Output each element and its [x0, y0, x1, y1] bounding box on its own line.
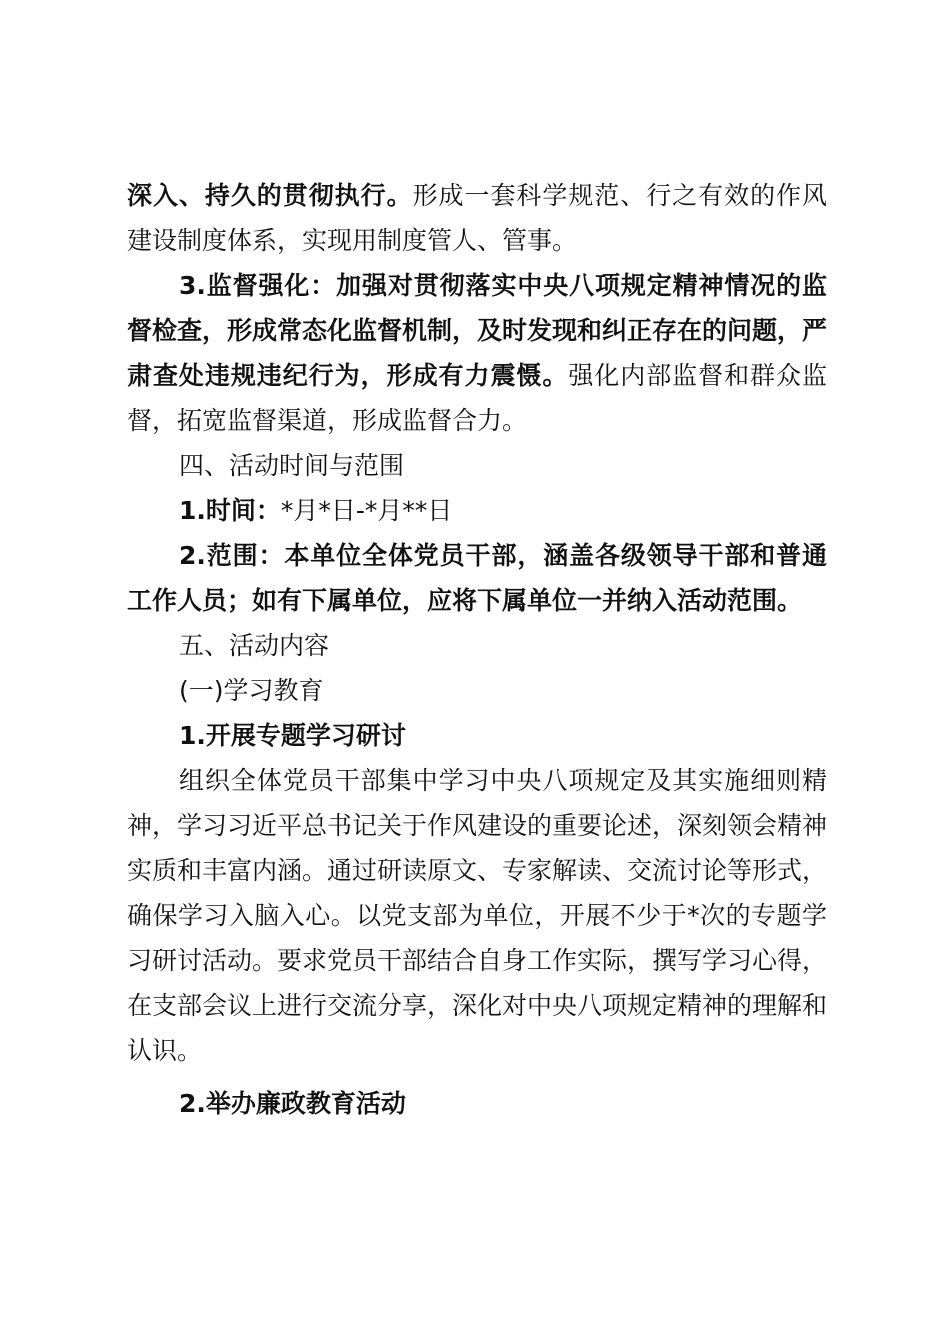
section-heading-5: [127, 623, 827, 668]
section-heading-4: [127, 443, 827, 488]
document-body: [127, 173, 827, 1126]
text-run: 四、活动时间与范围: [179, 451, 405, 480]
bold-run: 2.举办廉政教育活动: [179, 1089, 406, 1118]
bold-run: 3.监督强化：加强对贯彻落实中央八项规定精神情况的监督检查，形成常态化监督机制，及时发现和纠正存在的问题，严肃查处违规违纪行为，形成有力震慑。: [127, 271, 828, 390]
text-run: (一)学习教育: [179, 676, 324, 705]
paragraph-scope: [127, 533, 827, 623]
subsection-heading-1: [127, 668, 827, 713]
item-heading-study: [127, 713, 827, 758]
bold-run: 1.开展专题学习研讨: [179, 721, 406, 750]
item-heading-integrity: [127, 1081, 827, 1126]
paragraph-study-body: [127, 758, 827, 1073]
spacer: [127, 1073, 827, 1081]
paragraph-1: [127, 173, 827, 263]
text-run: 五、活动内容: [179, 631, 330, 660]
text-run: 形成一套科学规范、行之有效的作风建设制度体系，实现用制度管人、管事。: [127, 181, 827, 255]
text-run: 组织全体党员干部集中学习中央八项规定及其实施细则精神，学习习近平总书记关于作风建设的重要论述，深刻领会精神实质和丰富内涵。通过研读原文、专家解读、交流讨论等形式，确保学习入脑入心。以党支部为单位，开展不少于*次的专题学习研讨活动。要求党员干部结合自身工作实际，撰写学习心得，在支部会议上进行交流分享，深化对中央八项规定精神的理解和认识。: [127, 766, 828, 1065]
bold-run: 2.范围：本单位全体党员干部，涵盖各级领导干部和普通工作人员；如有下属单位，应将下属单位一并纳入活动范围。: [127, 541, 827, 615]
text-run: 强化内部监督和群众监督，拓宽监督渠道，形成监督合力。: [127, 361, 827, 435]
bold-run: 1.时间：: [179, 496, 281, 525]
paragraph-supervision: [127, 263, 827, 443]
bold-run: 深入、持久的贯彻执行。: [127, 181, 413, 210]
paragraph-time: [127, 488, 827, 533]
text-run: *月*日-*月**日: [280, 496, 453, 525]
